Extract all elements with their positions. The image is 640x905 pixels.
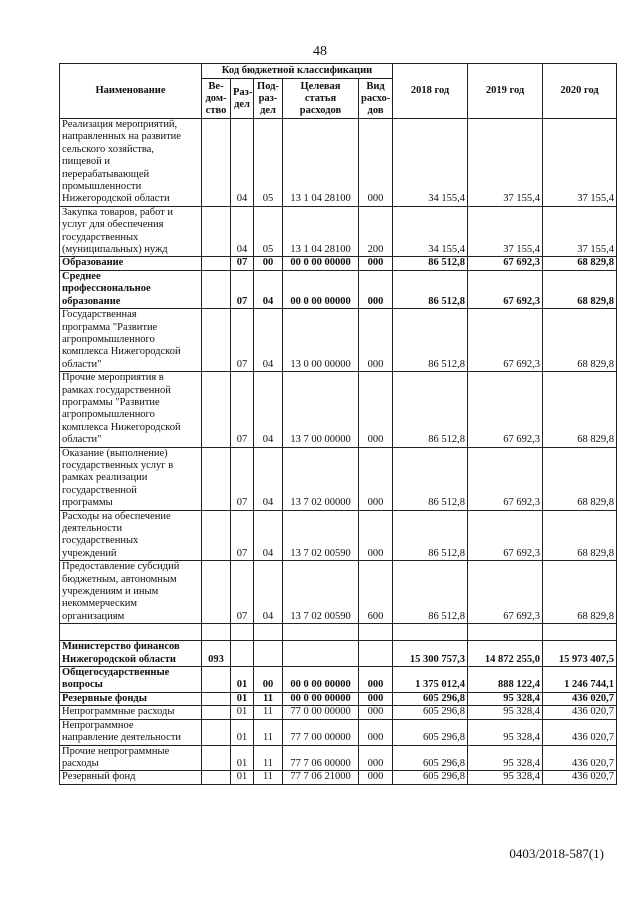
cell-razdel: 07 xyxy=(231,372,254,447)
cell-2020: 68 829,8 xyxy=(543,447,617,510)
cell-razdel: 07 xyxy=(231,561,254,624)
cell-name: Общегосударственные вопросы xyxy=(60,667,202,693)
cell-vedomstvo xyxy=(202,309,231,372)
cell-target-article: 13 7 00 00000 xyxy=(283,372,359,447)
cell-2020: 15 973 407,5 xyxy=(543,641,617,667)
cell-podrazdel: 11 xyxy=(254,706,283,719)
cell-target-article: 77 0 00 00000 xyxy=(283,706,359,719)
cell-podrazdel: 04 xyxy=(254,447,283,510)
table-row xyxy=(60,257,617,270)
cell-razdel: 01 xyxy=(231,692,254,705)
table-row xyxy=(60,119,617,207)
cell-podrazdel xyxy=(254,624,283,641)
cell-target-article xyxy=(283,624,359,641)
cell-2020: 68 829,8 xyxy=(543,270,617,308)
cell-2018: 86 512,8 xyxy=(393,372,468,447)
table-row xyxy=(60,667,617,693)
cell-2019: 95 328,4 xyxy=(468,706,543,719)
cell-2018: 34 155,4 xyxy=(393,206,468,257)
cell-2020: 68 829,8 xyxy=(543,561,617,624)
cell-podrazdel: 11 xyxy=(254,771,283,784)
cell-razdel: 07 xyxy=(231,257,254,270)
cell-expense-type: 000 xyxy=(359,270,393,308)
cell-2020: 1 246 744,1 xyxy=(543,667,617,693)
cell-2019: 95 328,4 xyxy=(468,745,543,771)
cell-name: Государственная программа "Развитие агропромышленного комплекса Нижегородской области" xyxy=(60,309,202,372)
table-row xyxy=(60,510,617,561)
cell-2018: 605 296,8 xyxy=(393,745,468,771)
cell-vedomstvo xyxy=(202,206,231,257)
cell-2019: 67 692,3 xyxy=(468,447,543,510)
cell-expense-type: 000 xyxy=(359,719,393,745)
cell-2020: 68 829,8 xyxy=(543,372,617,447)
cell-vedomstvo xyxy=(202,270,231,308)
table-row xyxy=(60,270,617,308)
cell-target-article: 13 1 04 28100 xyxy=(283,206,359,257)
header-2019: 2019 год xyxy=(468,64,543,119)
cell-name: Непрограммные расходы xyxy=(60,706,202,719)
cell-podrazdel: 04 xyxy=(254,309,283,372)
cell-podrazdel: 05 xyxy=(254,206,283,257)
cell-target-article: 13 1 04 28100 xyxy=(283,119,359,207)
cell-razdel: 04 xyxy=(231,119,254,207)
cell-2018: 34 155,4 xyxy=(393,119,468,207)
cell-vedomstvo xyxy=(202,624,231,641)
cell-2018: 86 512,8 xyxy=(393,447,468,510)
cell-target-article: 13 0 00 00000 xyxy=(283,309,359,372)
cell-2020: 68 829,8 xyxy=(543,510,617,561)
cell-2018: 86 512,8 xyxy=(393,270,468,308)
cell-expense-type: 000 xyxy=(359,510,393,561)
cell-2020: 436 020,7 xyxy=(543,692,617,705)
cell-vedomstvo xyxy=(202,372,231,447)
header-vedomstvo: Ве- дом- ство xyxy=(202,79,231,119)
document-code: 0403/2018-587(1) xyxy=(509,846,604,861)
cell-expense-type: 600 xyxy=(359,561,393,624)
cell-2018: 86 512,8 xyxy=(393,510,468,561)
cell-name: Прочие непрограммные расходы xyxy=(60,745,202,771)
cell-expense-type xyxy=(359,641,393,667)
cell-name: Предоставление субсидий бюджетным, автономным учреждениям и иным некоммерческим организациям xyxy=(60,561,202,624)
cell-target-article: 77 7 06 21000 xyxy=(283,771,359,784)
cell-2020 xyxy=(543,624,617,641)
cell-expense-type: 000 xyxy=(359,745,393,771)
cell-2018: 86 512,8 xyxy=(393,257,468,270)
cell-podrazdel: 11 xyxy=(254,692,283,705)
cell-expense-type: 000 xyxy=(359,257,393,270)
cell-2019 xyxy=(468,624,543,641)
cell-razdel: 01 xyxy=(231,706,254,719)
cell-2018: 605 296,8 xyxy=(393,692,468,705)
cell-2019: 888 122,4 xyxy=(468,667,543,693)
cell-podrazdel: 11 xyxy=(254,745,283,771)
cell-vedomstvo xyxy=(202,561,231,624)
cell-razdel: 07 xyxy=(231,447,254,510)
table-row xyxy=(60,309,617,372)
cell-target-article: 00 0 00 00000 xyxy=(283,270,359,308)
cell-target-article: 00 0 00 00000 xyxy=(283,257,359,270)
cell-target-article: 77 7 00 00000 xyxy=(283,719,359,745)
table-row xyxy=(60,719,617,745)
cell-2020: 68 829,8 xyxy=(543,309,617,372)
cell-vedomstvo xyxy=(202,745,231,771)
cell-expense-type xyxy=(359,624,393,641)
cell-name: Министерство финансов Нижегородской области xyxy=(60,641,202,667)
cell-expense-type: 000 xyxy=(359,692,393,705)
cell-2019: 14 872 255,0 xyxy=(468,641,543,667)
cell-razdel xyxy=(231,624,254,641)
cell-target-article: 77 7 06 00000 xyxy=(283,745,359,771)
cell-2018: 1 375 012,4 xyxy=(393,667,468,693)
cell-expense-type: 000 xyxy=(359,372,393,447)
cell-name: Резервный фонд xyxy=(60,771,202,784)
cell-2020: 436 020,7 xyxy=(543,719,617,745)
cell-vedomstvo xyxy=(202,257,231,270)
cell-name xyxy=(60,624,202,641)
table-row xyxy=(60,706,617,719)
page-number: 48 xyxy=(313,44,327,59)
cell-vedomstvo xyxy=(202,706,231,719)
cell-expense-type: 200 xyxy=(359,206,393,257)
table-row xyxy=(60,372,617,447)
cell-target-article: 00 0 00 00000 xyxy=(283,692,359,705)
cell-2019: 67 692,3 xyxy=(468,257,543,270)
cell-vedomstvo xyxy=(202,692,231,705)
cell-name: Закупка товаров, работ и услуг для обеспечения государственных (муниципальных) нужд xyxy=(60,206,202,257)
cell-vedomstvo xyxy=(202,510,231,561)
table-row xyxy=(60,561,617,624)
table-header xyxy=(60,64,617,119)
cell-target-article: 13 7 02 00590 xyxy=(283,510,359,561)
table-row xyxy=(60,771,617,784)
cell-name: Прочие мероприятия в рамках государственной программы "Развитие агропромышленного комплекса Нижегородской области" xyxy=(60,372,202,447)
cell-razdel: 07 xyxy=(231,510,254,561)
cell-2019: 67 692,3 xyxy=(468,309,543,372)
cell-name: Оказание (выполнение) государственных услуг в рамках реализации государственной программы xyxy=(60,447,202,510)
cell-expense-type: 000 xyxy=(359,447,393,510)
table-spacer-row xyxy=(60,624,617,641)
cell-2018: 605 296,8 xyxy=(393,719,468,745)
header-podrazdel: Под- раз- дел xyxy=(254,79,283,119)
cell-2019: 95 328,4 xyxy=(468,771,543,784)
cell-2018: 605 296,8 xyxy=(393,771,468,784)
cell-razdel: 04 xyxy=(231,206,254,257)
cell-expense-type: 000 xyxy=(359,771,393,784)
cell-name: Резервные фонды xyxy=(60,692,202,705)
cell-2019: 37 155,4 xyxy=(468,206,543,257)
cell-name: Расходы на обеспечение деятельности государственных учреждений xyxy=(60,510,202,561)
cell-vedomstvo xyxy=(202,771,231,784)
cell-razdel: 01 xyxy=(231,771,254,784)
cell-expense-type: 000 xyxy=(359,706,393,719)
cell-podrazdel: 04 xyxy=(254,561,283,624)
cell-2020: 37 155,4 xyxy=(543,206,617,257)
header-target-article: Целевая статья расходов xyxy=(283,79,359,119)
cell-expense-type: 000 xyxy=(359,667,393,693)
header-2020: 2020 год xyxy=(543,64,617,119)
cell-2018 xyxy=(393,624,468,641)
header-name: Наименование xyxy=(60,64,202,119)
cell-2019: 67 692,3 xyxy=(468,270,543,308)
cell-expense-type: 000 xyxy=(359,119,393,207)
cell-vedomstvo xyxy=(202,719,231,745)
cell-name: Среднее профессиональное образование xyxy=(60,270,202,308)
cell-razdel: 07 xyxy=(231,270,254,308)
cell-2020: 436 020,7 xyxy=(543,771,617,784)
cell-razdel xyxy=(231,641,254,667)
cell-name: Образование xyxy=(60,257,202,270)
cell-2019: 67 692,3 xyxy=(468,510,543,561)
cell-target-article: 13 7 02 00590 xyxy=(283,561,359,624)
cell-2019: 37 155,4 xyxy=(468,119,543,207)
cell-2018: 86 512,8 xyxy=(393,561,468,624)
table-row xyxy=(60,206,617,257)
header-2018: 2018 год xyxy=(393,64,468,119)
header-razdel: Раз- дел xyxy=(231,79,254,119)
cell-2019: 67 692,3 xyxy=(468,561,543,624)
cell-vedomstvo xyxy=(202,447,231,510)
header-expense-type: Вид расхо- дов xyxy=(359,79,393,119)
budget-table xyxy=(59,63,617,785)
cell-vedomstvo: 093 xyxy=(202,641,231,667)
cell-podrazdel: 11 xyxy=(254,719,283,745)
cell-expense-type: 000 xyxy=(359,309,393,372)
header-classification-group: Код бюджетной классификации xyxy=(202,64,393,79)
cell-2020: 68 829,8 xyxy=(543,257,617,270)
table-row xyxy=(60,641,617,667)
cell-razdel: 07 xyxy=(231,309,254,372)
cell-target-article: 00 0 00 00000 xyxy=(283,667,359,693)
cell-2018: 86 512,8 xyxy=(393,309,468,372)
cell-razdel: 01 xyxy=(231,719,254,745)
cell-razdel: 01 xyxy=(231,667,254,693)
cell-target-article xyxy=(283,641,359,667)
cell-2018: 15 300 757,3 xyxy=(393,641,468,667)
cell-podrazdel: 00 xyxy=(254,257,283,270)
cell-podrazdel: 04 xyxy=(254,510,283,561)
cell-2019: 95 328,4 xyxy=(468,692,543,705)
cell-podrazdel: 04 xyxy=(254,270,283,308)
table-body xyxy=(60,119,617,785)
table-row xyxy=(60,447,617,510)
cell-vedomstvo xyxy=(202,119,231,207)
cell-2018: 605 296,8 xyxy=(393,706,468,719)
cell-2020: 436 020,7 xyxy=(543,745,617,771)
cell-podrazdel: 05 xyxy=(254,119,283,207)
cell-target-article: 13 7 02 00000 xyxy=(283,447,359,510)
cell-2020: 37 155,4 xyxy=(543,119,617,207)
cell-podrazdel: 00 xyxy=(254,667,283,693)
cell-vedomstvo xyxy=(202,667,231,693)
cell-podrazdel xyxy=(254,641,283,667)
cell-name: Непрограммное направление деятельности xyxy=(60,719,202,745)
cell-podrazdel: 04 xyxy=(254,372,283,447)
table-row xyxy=(60,745,617,771)
cell-razdel: 01 xyxy=(231,745,254,771)
cell-2019: 67 692,3 xyxy=(468,372,543,447)
table-row xyxy=(60,692,617,705)
cell-2020: 436 020,7 xyxy=(543,706,617,719)
cell-2019: 95 328,4 xyxy=(468,719,543,745)
cell-name: Реализация мероприятий, направленных на развитие сельского хозяйства, пищевой и перерабатывающей промышленности Нижегородской области xyxy=(60,119,202,207)
